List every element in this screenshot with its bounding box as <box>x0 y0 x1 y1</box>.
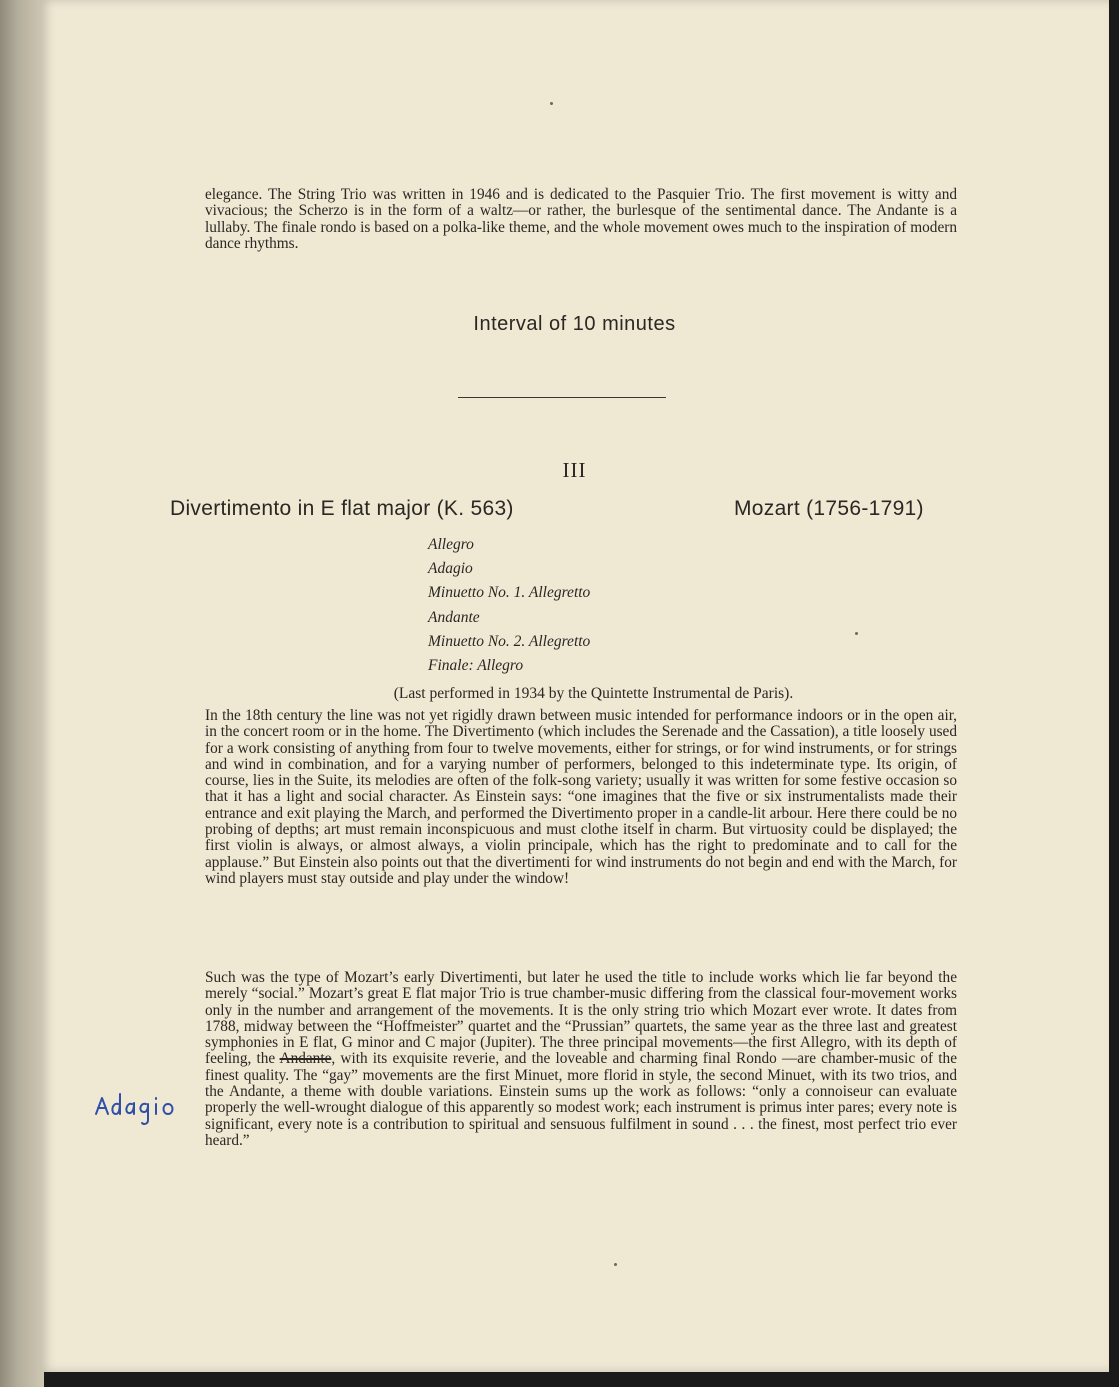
movement-item: Andante <box>428 608 480 626</box>
struck-word-andante: Andante <box>279 1050 332 1068</box>
handwritten-adagio-annotation <box>92 1090 180 1126</box>
paragraph-text-start: Such was the type of Mozart’s early Divertimenti, but later he used the title to include works which lie far beyond the merely “social.” Mozart’s great E flat major Trio is true chamber-music differing from the classical four-movement works only in the number and arrangement of the movements. It is the only string trio which Mozart ever wrote. It dates from 1788, midway between the “Hoffmeister” quartet and the “Prussian” quartets, the same year as the three last and greatest symphonies in E flat, G minor and C major (Jupiter). The three principal movements—the first Allegro, with its depth of feeling, the <box>205 969 957 1068</box>
composer-name: Mozart (1756-1791) <box>734 497 924 520</box>
movement-item: Adagio <box>428 560 473 578</box>
program-page <box>40 0 1109 1372</box>
movement-item: Minuetto No. 1. Allegretto <box>428 584 591 602</box>
paper-speck <box>614 1263 617 1266</box>
section-number: III <box>562 458 587 482</box>
paragraph-string-trio: elegance. The String Trio was written in 1946 and is dedicated to the Pasquier Trio. The first movement is witty and vivacious; the Scherzo is in the form of a waltz—or rather, the burlesque of the sentimental dance. The Andante is a lullaby. The finale rondo is based on a polka-like theme, and the whole movement owes much to the inspiration of modern dance rhythms. <box>205 186 957 252</box>
section-divider <box>458 397 666 398</box>
work-title: Divertimento in E flat major (K. 563) <box>170 497 514 520</box>
movement-item: Allegro <box>428 536 474 553</box>
book-spine-shadow <box>0 0 44 1387</box>
movement-item: Finale: Allegro <box>428 656 524 674</box>
paragraph-text-end: , with its exquisite reverie, and the loveable and charming final Rondo —are chamber-music of the finest quality. The “gay” movements are the first Minuet, more florid in style, the second Minuet, with its two trios, and the Andante, a theme with double variations. Einstein sums up the work as follows: “only a connoiseur can evaluate properly the well-wrought dialogue of this apparently so modest work; each instrument is primus inter pares; every note is significant, every note is a contribution to spiritual and sensuous fulfilment in sound . . . the finest, most perfect trio ever heard.” <box>205 1050 957 1149</box>
paper-speck <box>550 102 553 105</box>
paragraph-mozart-trio <box>205 970 957 1149</box>
interval-heading: Interval of 10 minutes <box>473 313 676 335</box>
movement-list <box>428 533 590 678</box>
paper-speck <box>855 632 858 635</box>
movement-item: Minuetto No. 2. Allegretto <box>428 632 591 650</box>
last-performed-note: (Last performed in 1934 by the Quintette Instrumental de Paris). <box>393 685 794 702</box>
paragraph-divertimento-history: In the 18th century the line was not yet rigidly drawn between music intended for performance indoors or in the open air, in the concert room or in the home. The Divertimento (which includes the Serenade and the Cassation), a title loosely used for a work consisting of anything from four to twelve movements, either for strings, or for wind instruments, or for strings and wind in combination, and for a varying number of performers, belonged to this indeterminate type. Its origin, of course, lies in the Suite, its melodies are often of the folk-song variety; usually it was written for some festive occasion so that it has a light and social character. As Einstein says: “one imagines that the five or six instrumentalists made their entrance and exit playing the March, and performed the Divertimento proper in a candle-lit arbour. Here there could be no probing of depths; art must remain inconspicuous and must clothe itself in charm. But virtuosity could be displayed; the first violin is always, or almost always, a violin principale, which has the right to predominate and to call for the applause.” But Einstein also points out that the divertimenti for wind instruments do not begin and end with the March, for wind players must stay outside and play under the window! <box>205 707 957 887</box>
